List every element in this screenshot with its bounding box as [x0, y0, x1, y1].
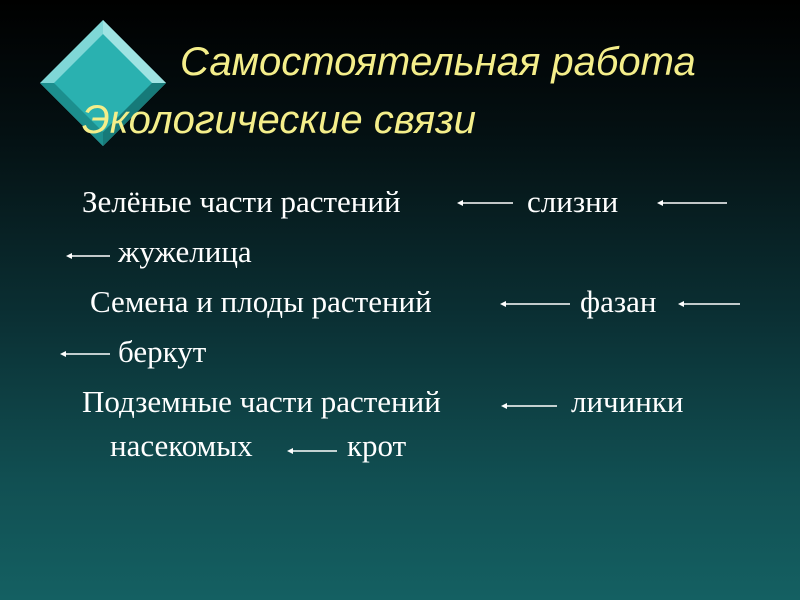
text-golden-eagle: беркут	[118, 334, 207, 369]
text-ground-beetle: жужелица	[118, 234, 252, 269]
left-arrow-icon	[457, 198, 513, 208]
left-arrow-icon	[501, 401, 557, 411]
slide-title-line-2: Экологические связи	[82, 98, 476, 142]
text-seeds-and-fruits: Семена и плоды растений	[90, 284, 432, 319]
text-larvae: личинки	[571, 384, 684, 419]
text-pheasant: фазан	[580, 284, 657, 319]
text-green-plant-parts: Зелёные части растений	[82, 184, 401, 219]
left-arrow-icon	[287, 446, 337, 456]
slide-title-line-1: Самостоятельная работа	[180, 40, 696, 84]
text-slugs: слизни	[527, 184, 619, 219]
left-arrow-icon	[678, 299, 740, 309]
left-arrow-icon	[60, 349, 110, 359]
left-arrow-icon	[66, 251, 110, 261]
left-arrow-icon	[657, 198, 727, 208]
text-insects: насекомых	[110, 428, 253, 463]
text-mole: крот	[347, 428, 407, 463]
left-arrow-icon	[500, 299, 570, 309]
text-underground-plant-parts: Подземные части растений	[82, 384, 441, 419]
